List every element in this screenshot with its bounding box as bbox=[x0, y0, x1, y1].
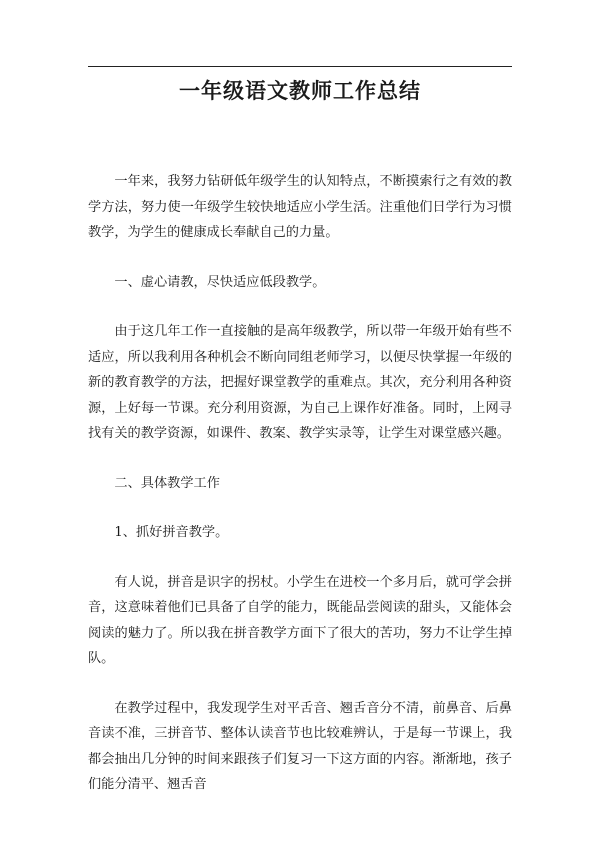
paragraph-pinyin: 有人说，拼音是识字的拐杖。小学生在进校一个多月后，就可学会拼音，这意味着他们已具备了自学的能力，既能品尝阅读的甜头，又能体会阅读的魅力了。所以我在拼音教学方面下了很大的苦功，努力不让学生掉队。 bbox=[88, 574, 512, 666]
header-rule bbox=[88, 66, 512, 67]
section-heading-1: 一、虚心请教，尽快适应低段教学。 bbox=[114, 274, 326, 290]
document-body bbox=[88, 169, 512, 822]
paragraph-intro: 一年来，我努力钻研低年级学生的认知特点，不断摸索行之有效的教学方法，努力使一年级学生较快地适应小学生活。注重他们日学行为习惯教学，为学生的健康成长奉献自己的力量。 bbox=[88, 174, 512, 240]
paragraph-teaching-process: 在教学过程中，我发现学生对平舌音、翘舌音分不清，前鼻音、后鼻音读不准，三拼音节、整体认读音节也比较难辨认，于是每一节课上，我都会抽出几分钟的时间来跟孩子们复习一下这方面的内容。渐渐地，孩子们能分清平、翘舌音 bbox=[88, 700, 512, 792]
paragraph-learning: 由于这几年工作一直接触的是高年级教学，所以带一年级开始有些不适应，所以我利用各种机会不断向同组老师学习，以便尽快掌握一年级的新的教育教学的方法，把握好课堂教学的重难点。其次，充分利用各种资源，上好每一节课。充分利用资源，为自己上课作好准备。同时，上网寻找有关的教学资源，如课件、教案、教学实录等，让学生对课堂感兴趣。 bbox=[88, 324, 512, 441]
subsection-heading-1: 1、抓好拼音教学。 bbox=[114, 525, 229, 540]
page-title: 一年级语文教师工作总结 bbox=[179, 79, 421, 103]
section-heading-2: 二、具体教学工作 bbox=[114, 475, 220, 491]
